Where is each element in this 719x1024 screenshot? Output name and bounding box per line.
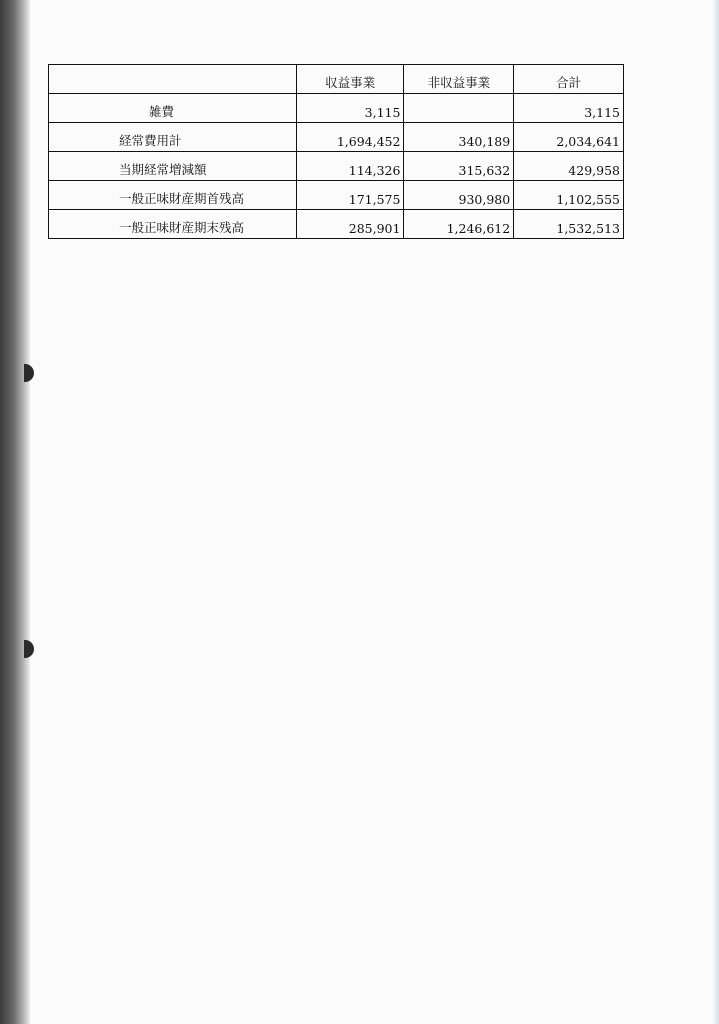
cell-nonprofit: 930,980: [404, 181, 514, 210]
cell-profit: 285,901: [296, 210, 404, 239]
cell-nonprofit: 1,246,612: [404, 210, 514, 239]
cell-total: 3,115: [514, 94, 624, 123]
cell-profit: 1,694,452: [296, 123, 404, 152]
header-profit: 収益事業: [296, 65, 404, 94]
cell-nonprofit: 315,632: [404, 152, 514, 181]
row-label: 一般正味財産期首残高: [49, 181, 297, 210]
row-label: 一般正味財産期末残高: [49, 210, 297, 239]
cell-nonprofit: [404, 94, 514, 123]
cell-total: 429,958: [514, 152, 624, 181]
cell-profit: 114,326: [296, 152, 404, 181]
table-row: [49, 123, 624, 152]
cell-total: 2,034,641: [514, 123, 624, 152]
header-label: [49, 65, 297, 94]
cell-total: 1,102,555: [514, 181, 624, 210]
table-header-row: [49, 65, 624, 94]
cell-profit: 3,115: [296, 94, 404, 123]
cell-profit: 171,575: [296, 181, 404, 210]
header-nonprofit: 非収益事業: [404, 65, 514, 94]
punch-hole-icon: [24, 640, 34, 658]
cell-total: 1,532,513: [514, 210, 624, 239]
table-row: [49, 94, 624, 123]
row-label: 当期経常増減額: [49, 152, 297, 181]
table-row: [49, 210, 624, 239]
summary-table: [48, 64, 624, 239]
cell-nonprofit: 340,189: [404, 123, 514, 152]
table-row: [49, 152, 624, 181]
scan-edge: [713, 0, 719, 1024]
table-row: [49, 181, 624, 210]
punch-hole-icon: [24, 364, 34, 382]
row-label: 経常費用計: [49, 123, 297, 152]
header-total: 合計: [514, 65, 624, 94]
scan-shadow: [0, 0, 30, 1024]
row-label: 雑費: [49, 94, 297, 123]
